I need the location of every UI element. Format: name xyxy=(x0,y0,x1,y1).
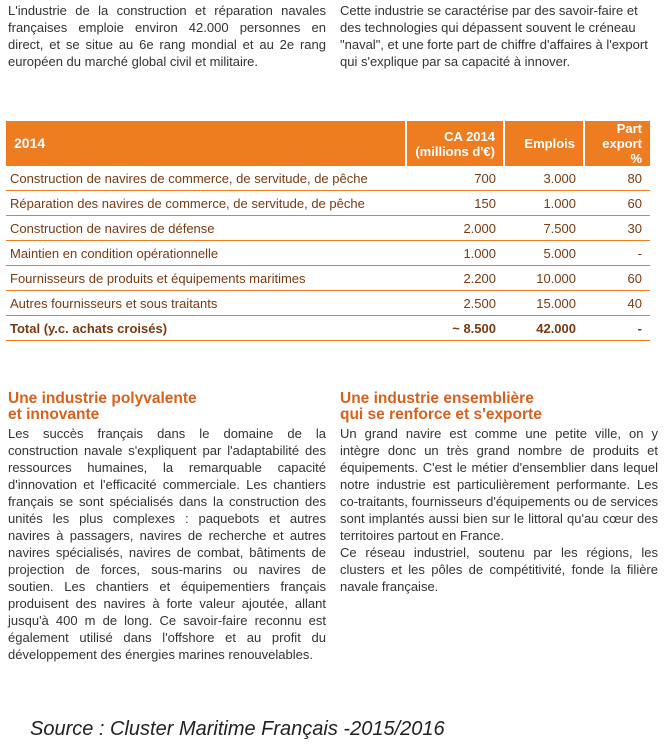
table-row xyxy=(6,166,650,191)
industry-data-table xyxy=(6,121,650,341)
row-emplois: 15.000 xyxy=(504,291,584,316)
header-ca xyxy=(406,121,504,166)
row-emplois: 5.000 xyxy=(504,241,584,266)
section-left-heading-line2: et innovante xyxy=(8,406,100,423)
section-polyvalente xyxy=(8,391,326,663)
header-year: 2014 xyxy=(6,121,406,166)
row-part-export: 60 xyxy=(584,191,650,216)
section-left-heading-line1: Une industrie polyvalente xyxy=(8,390,197,407)
header-part-line1: Part xyxy=(616,121,642,136)
row-label: Fournisseurs de produits et équipements maritimes xyxy=(6,266,406,291)
row-ca: 2.200 xyxy=(406,266,504,291)
header-ca-line2: (millions d'€) xyxy=(415,143,495,159)
row-ca: 700 xyxy=(406,166,504,191)
intro-right-paragraph: Cette industrie se caractérise par des savoir-faire et des technologies qui dépassent souvent le créneau "naval", et une forte part de chiffre d'affaires à l'export qui s'explique par sa capacité à innover. xyxy=(340,3,648,69)
row-ca: 1.000 xyxy=(406,241,504,266)
total-ca: ~ 8.500 xyxy=(406,316,504,341)
row-part-export: 80 xyxy=(584,166,650,191)
table-row xyxy=(6,191,650,216)
section-ensembliere xyxy=(340,391,658,595)
row-ca: 2.500 xyxy=(406,291,504,316)
table-row xyxy=(6,241,650,266)
intro-left-paragraph: L'industrie de la construction et réparation navales françaises emploie environ 42.000 personnes en direct, et se situe au 6e rang mondial et au 2e rang européen du marché global civil et militaire. xyxy=(8,3,326,69)
table-row xyxy=(6,291,650,316)
source-caption: Source : Cluster Maritime Français -2015/2016 xyxy=(30,718,445,740)
header-part-export xyxy=(584,121,650,166)
table-header-row xyxy=(6,121,650,166)
section-right-heading-line1: Une industrie ensemblière xyxy=(340,390,534,407)
section-left-body: Les succès français dans le domaine de la construction navale s'expliquent par l'adaptabilité des ressources humaines, la remarquable capacité d'innovation et l'efficacité commerciale. Les chantiers français se sont spécialisés dans la construction des unités les plus complexes : paquebots et autres navires à passagers, navires de recherche et autres navires spécialisés, navires de combat, bâtiments de projection de forces, sous-marins ou navires de soutien. Les chantiers et équipementiers français produisent des navires à forte valeur ajoutée, allant jusqu'à 400 m de long. Ce savoir-faire reconnu est également utilisé dans l'offshore et au profit du développement des énergies marines renouvelables. xyxy=(8,426,326,662)
table-row xyxy=(6,216,650,241)
table-row xyxy=(6,266,650,291)
total-emplois: 42.000 xyxy=(504,316,584,341)
total-part-export: - xyxy=(584,316,650,341)
section-right-heading xyxy=(340,391,658,423)
section-left-heading xyxy=(8,391,326,423)
total-label: Total (y.c. achats croisés) xyxy=(6,316,406,341)
row-label: Construction de navires de commerce, de servitude, de pêche xyxy=(6,166,406,191)
section-right-heading-line2: qui se renforce et s'exporte xyxy=(340,406,542,423)
table-total-row xyxy=(6,316,650,341)
header-ca-line1: CA 2014 xyxy=(444,128,495,144)
row-part-export: - xyxy=(584,241,650,266)
row-label: Maintien en condition opérationnelle xyxy=(6,241,406,266)
row-part-export: 60 xyxy=(584,266,650,291)
header-emplois: Emplois xyxy=(504,121,584,166)
section-right-body-1: Un grand navire est comme une petite ville, on y intègre donc un très grand nombre de produits et équipements. C'est le métier d'ensemblier dans lequel notre industrie est particulièrement performante. Les co-traitants, fournisseurs d'équipements ou de services sont implantés aussi bien sur le littoral qu'au cœur des territoires partout en France. xyxy=(340,426,658,543)
row-part-export: 40 xyxy=(584,291,650,316)
row-emplois: 10.000 xyxy=(504,266,584,291)
row-ca: 150 xyxy=(406,191,504,216)
section-right-body-2: Ce réseau industriel, soutenu par les régions, les clusters et les pôles de compétitivité, fonde la filière navale française. xyxy=(340,545,658,594)
row-emplois: 1.000 xyxy=(504,191,584,216)
row-label: Construction de navires de défense xyxy=(6,216,406,241)
row-emplois: 3.000 xyxy=(504,166,584,191)
row-emplois: 7.500 xyxy=(504,216,584,241)
row-label: Réparation des navires de commerce, de servitude, de pêche xyxy=(6,191,406,216)
row-label: Autres fournisseurs et sous traitants xyxy=(6,291,406,316)
row-part-export: 30 xyxy=(584,216,650,241)
header-part-line2: export % xyxy=(602,136,642,166)
row-ca: 2.000 xyxy=(406,216,504,241)
